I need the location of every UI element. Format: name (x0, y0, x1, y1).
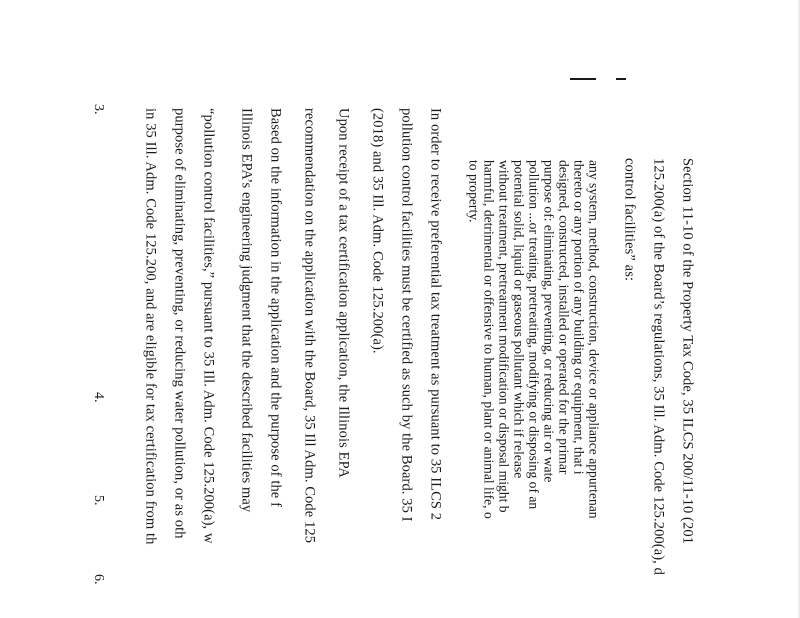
paragraph-number: 6. (91, 574, 106, 585)
quote-line-8: harmful, detrimental or offensive to human, plant or animal life, o (481, 160, 497, 519)
intro-line-2: 125.200(a) of the Board’s regulations, 35 Ill. Adm. Code 125.200(a), d (650, 158, 667, 575)
quote-line-9: to property. (466, 160, 482, 223)
quote-line-3: designed, constructed, installed or operated for the primar (556, 160, 572, 475)
para4-line-3: “pollution control facilities,” pursuant to 35 Ill. Adm. Code 125.200(a), w (200, 108, 217, 544)
paragraph-number: 3. (91, 104, 106, 115)
quote-line-2: thereto or any portion of any building or equipment, that i (571, 160, 587, 475)
quote-line-5: pollution ...or treating, pretreating, modifying or disposing of an (526, 160, 542, 510)
quote-line-4: purpose of: eliminating, preventing, or reducing air or wate (541, 160, 557, 483)
para4-line-1: Based on the information in the application and the purpose of the f (267, 108, 284, 508)
para4-line-4: purpose of eliminating, preventing, or reducing water pollution, or as oth (171, 108, 188, 539)
para2-line-1: In order to receive preferential tax treatment as pursuant to 35 ILCS 2 (427, 108, 444, 521)
quote-line-1: any system, method, construction, device or appliance appurtenan (586, 160, 602, 519)
para4-line-5: in 35 Ill. Adm. Code 125.200, and are eligible for tax certification from th (142, 108, 159, 545)
paragraph-number: 5. (91, 495, 106, 506)
para4-line-2: Illinois EPA’s engineering judgment that the described facilities may (238, 108, 255, 513)
para2-line-3: (2018) and 35 Ill. Adm. Code 125.200(a). (369, 108, 386, 354)
paragraph-number: 4. (91, 392, 106, 403)
para2-line-2: pollution control facilities must be certified as such by the Board. 35 I (398, 108, 415, 522)
scan-mark (616, 78, 626, 80)
para3-line-1: Upon receipt of a tax certification application, the Illinois EPA (335, 108, 352, 478)
quote-line-6: potential solid, liquid or gaseous pollutant which if release (511, 160, 527, 479)
para3-line-2: recommendation on the application with the Board, 35 Ill Adm. Code 125 (301, 108, 318, 544)
quote-line-7: without treatment, pretreatment modification or disposal might b (496, 160, 512, 513)
intro-line-3: control facilities” as: (621, 158, 638, 282)
scan-mark (570, 78, 596, 80)
intro-line-1: Section 11-10 of the Property Tax Code, 35 ILCS 200/11-10 (201 (679, 158, 696, 545)
